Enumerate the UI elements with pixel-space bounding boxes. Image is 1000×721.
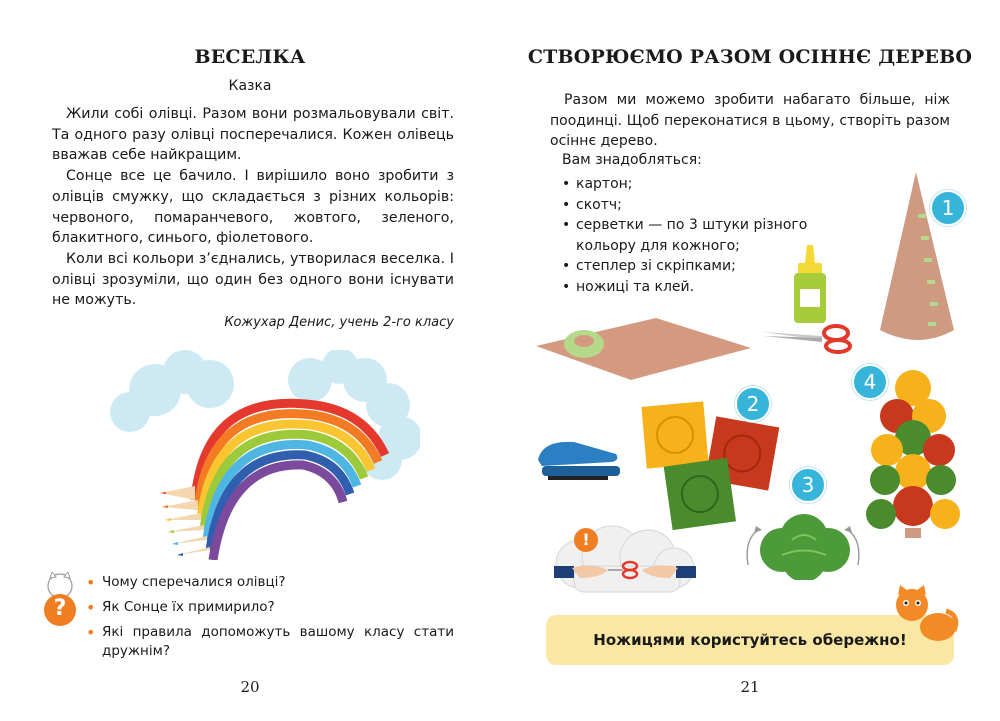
warning-icon: ! <box>582 530 590 549</box>
scissors-handover-illustration <box>550 522 700 602</box>
step-4-badge: 4 <box>852 364 888 400</box>
glue-icon <box>790 245 830 325</box>
page-title: ВЕСЕЛКА <box>194 46 306 68</box>
step-1-badge: 1 <box>930 190 966 226</box>
scissors-icon <box>762 322 857 354</box>
materials-heading: Вам знадобляться: <box>562 152 702 168</box>
question-list <box>86 573 454 667</box>
list-item: • Які правила допоможуть вашому класу стати дружнім? <box>86 623 454 661</box>
rainbow-pencils-illustration <box>110 350 420 560</box>
story-text <box>52 104 454 311</box>
stapler-icon <box>534 432 624 484</box>
step-2-badge: 2 <box>735 386 771 422</box>
right-page <box>500 0 1000 721</box>
list-item: • ножиці та клей. <box>562 277 852 298</box>
story-paragraph: Коли всі кольори з’єднались, утворилася веселка. І олівці зрозуміли, що один без одного вони існувати не можуть. <box>52 250 454 309</box>
page-title: СТВОРЮЄМО РАЗОМ ОСІННЄ ДЕРЕВО <box>527 46 973 68</box>
question-icon: ? <box>53 596 67 621</box>
intro-text <box>550 90 950 152</box>
tape-icon <box>562 327 607 361</box>
arrow-icon <box>738 520 868 570</box>
list-item: • Чому сперечалися олівці? <box>86 573 454 592</box>
author-credit: Кожухар Денис, учень 2-го класу <box>224 315 454 330</box>
caution-banner: Ножицями користуйтесь обережно! <box>546 615 954 665</box>
list-item: • степлер зі скріпками; <box>562 256 852 277</box>
cat-icon <box>890 585 960 645</box>
list-item: • Як Сонце їх примирило? <box>86 598 454 617</box>
page-number: 21 <box>740 678 760 696</box>
list-item: • серветки — по 3 штуки різного кольору для кожного; <box>562 215 852 256</box>
story-paragraph: Жили собі олівці. Разом вони розмальовували світ. Та одного разу олівці посперечалися. Кожен олівець вважав себе найкращим. <box>52 106 454 164</box>
step-3-badge: 3 <box>790 467 826 503</box>
list-item: • скотч; <box>562 195 852 216</box>
intro-paragraph: Разом ми можемо зробити набагато більше, ніж поодинці. Щоб переконатися в цьому, створіть разом осіннє дерево. <box>550 92 950 149</box>
page-number: 20 <box>240 678 260 696</box>
list-item: • картон; <box>562 174 852 195</box>
page-subtitle: Казка <box>228 78 272 94</box>
story-paragraph: Сонце все це бачило. І вирішило воно зробити з олівців смужку, що складається з різних кольорів: червоного, помаранчевого, жовтого, зеленого, блакитного, синього, фіолетового. <box>52 168 454 247</box>
